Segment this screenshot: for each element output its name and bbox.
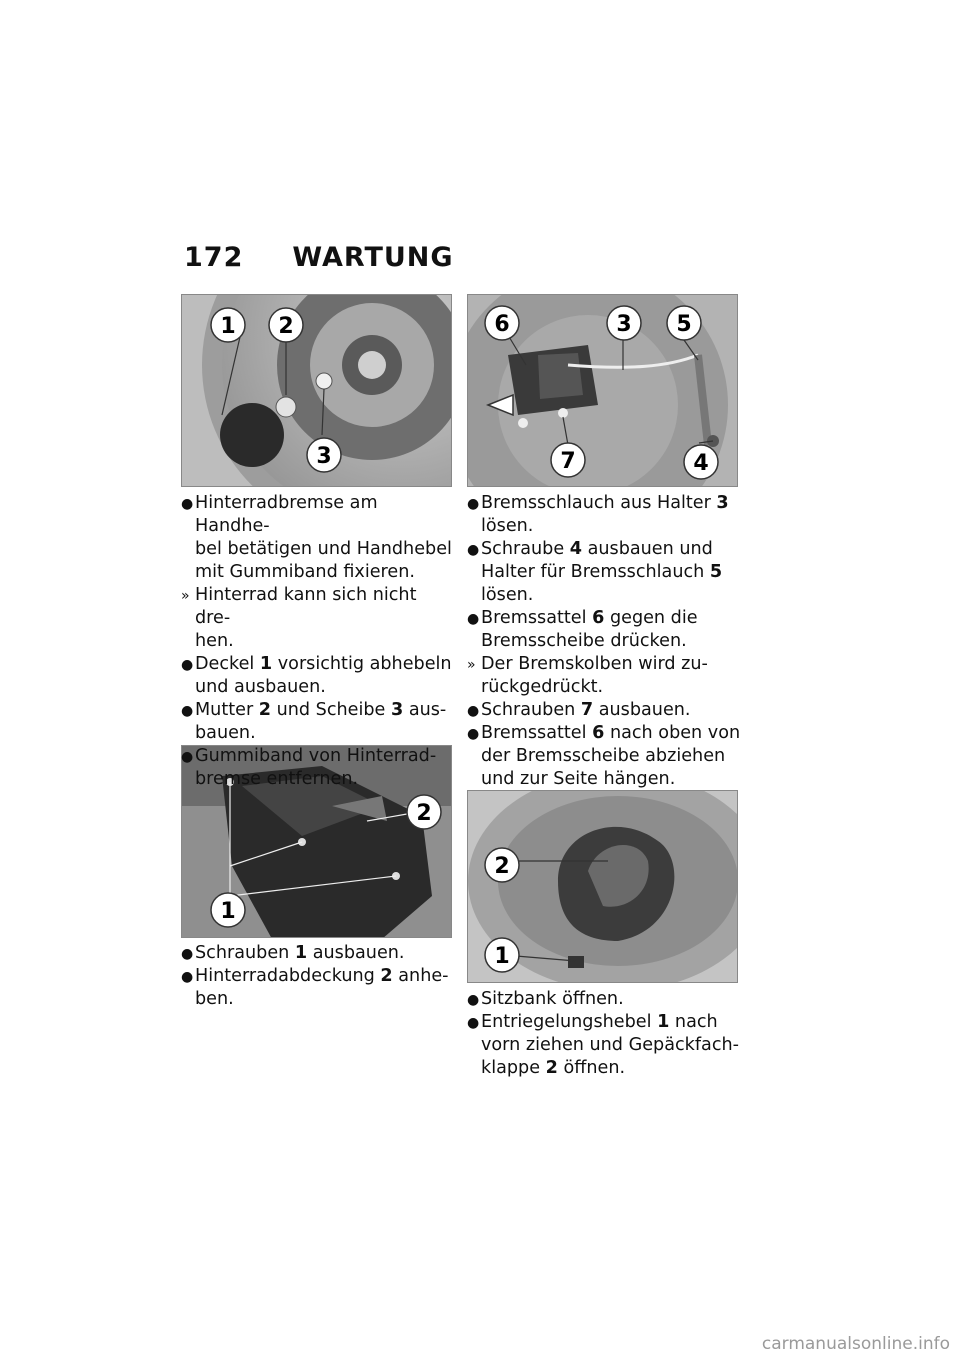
brake-caliper-illustration bbox=[468, 295, 738, 487]
bullet-marker: ● bbox=[181, 703, 194, 719]
page-header bbox=[184, 242, 454, 273]
callout-4: 4 bbox=[693, 451, 709, 476]
bullet-marker: ● bbox=[467, 992, 480, 1008]
step-item: ● Hinterradabdeckung 2 anhe- ben. bbox=[181, 966, 449, 1009]
callout-2: 2 bbox=[494, 854, 510, 879]
callout-2: 2 bbox=[278, 314, 294, 339]
figure-brake-caliper bbox=[467, 294, 738, 487]
bullet-marker: ● bbox=[467, 611, 480, 627]
callout-1: 1 bbox=[494, 944, 510, 969]
step-item: ● Bremsschlauch aus Halter 3 lösen. bbox=[467, 493, 729, 536]
site-watermark[interactable]: carmanualsonline.info bbox=[761, 1334, 950, 1354]
bullet-marker: ● bbox=[467, 1015, 480, 1031]
callout-3: 3 bbox=[316, 444, 332, 469]
step-item: ● Bremssattel 6 gegen die Bremsscheibe drücken. bbox=[467, 608, 698, 651]
callout-2: 2 bbox=[416, 801, 432, 826]
callout-1: 1 bbox=[220, 314, 236, 339]
luggage-compartment-illustration bbox=[468, 791, 738, 983]
result-item: » Hinterrad kann sich nicht dre- hen. bbox=[181, 585, 417, 651]
bullet-marker: ● bbox=[467, 703, 480, 719]
steps-col2-b bbox=[467, 988, 747, 1080]
callout-3: 3 bbox=[616, 312, 632, 337]
step-item: ● Sitzbank öffnen. bbox=[467, 988, 747, 1011]
figure-brake-disc bbox=[181, 294, 452, 487]
bullet-marker: ● bbox=[467, 496, 480, 512]
steps-col2-a bbox=[467, 492, 747, 791]
page-title: WARTUNG bbox=[292, 242, 454, 273]
callout-7: 7 bbox=[560, 449, 576, 474]
bullet-marker: ● bbox=[181, 969, 194, 985]
step-item: ● Bremssattel 6 nach oben von der Bremsscheibe abziehen und zur Seite hängen. bbox=[467, 723, 741, 789]
callout-1: 1 bbox=[220, 899, 236, 924]
step-item: ● Schraube 4 ausbauen und Halter für Bremsschlauch 5 lösen. bbox=[467, 539, 723, 605]
result-marker: » bbox=[181, 588, 190, 604]
result-marker: » bbox=[467, 657, 476, 673]
callout-5: 5 bbox=[676, 312, 692, 337]
step-item: ● Gummiband von Hinterrad- bremse entfernen. bbox=[181, 746, 437, 789]
step-item: ● Hinterradbremse am Handhe- bel betätigen und Handhebel mit Gummiband fixieren. bbox=[181, 493, 452, 582]
step-item: ● Schrauben 7 ausbauen. bbox=[467, 699, 747, 722]
figure-luggage-compartment bbox=[467, 790, 738, 983]
bullet-marker: ● bbox=[181, 946, 194, 962]
bullet-marker: ● bbox=[181, 657, 194, 673]
bullet-marker: ● bbox=[467, 726, 480, 742]
steps-col1-a bbox=[181, 492, 456, 791]
page-number: 172 bbox=[184, 242, 244, 273]
step-item: ● Entriegelungshebel 1 nach vorn ziehen und Gepäckfach- klappe 2 öffnen. bbox=[467, 1012, 739, 1078]
result-item: » Der Bremskolben wird zu- rückgedrückt. bbox=[467, 654, 708, 697]
bullet-marker: ● bbox=[181, 749, 194, 765]
bullet-marker: ● bbox=[181, 496, 194, 512]
step-item: ● Deckel 1 vorsichtig abhebeln und ausbauen. bbox=[181, 654, 452, 697]
step-item: ● Mutter 2 und Scheibe 3 aus- bauen. bbox=[181, 700, 447, 743]
step-item: ● Schrauben 1 ausbauen. bbox=[181, 942, 456, 965]
steps-col1-b bbox=[181, 942, 456, 1011]
brake-disc-illustration bbox=[182, 295, 452, 487]
callout-6: 6 bbox=[494, 312, 510, 337]
bullet-marker: ● bbox=[467, 542, 480, 558]
